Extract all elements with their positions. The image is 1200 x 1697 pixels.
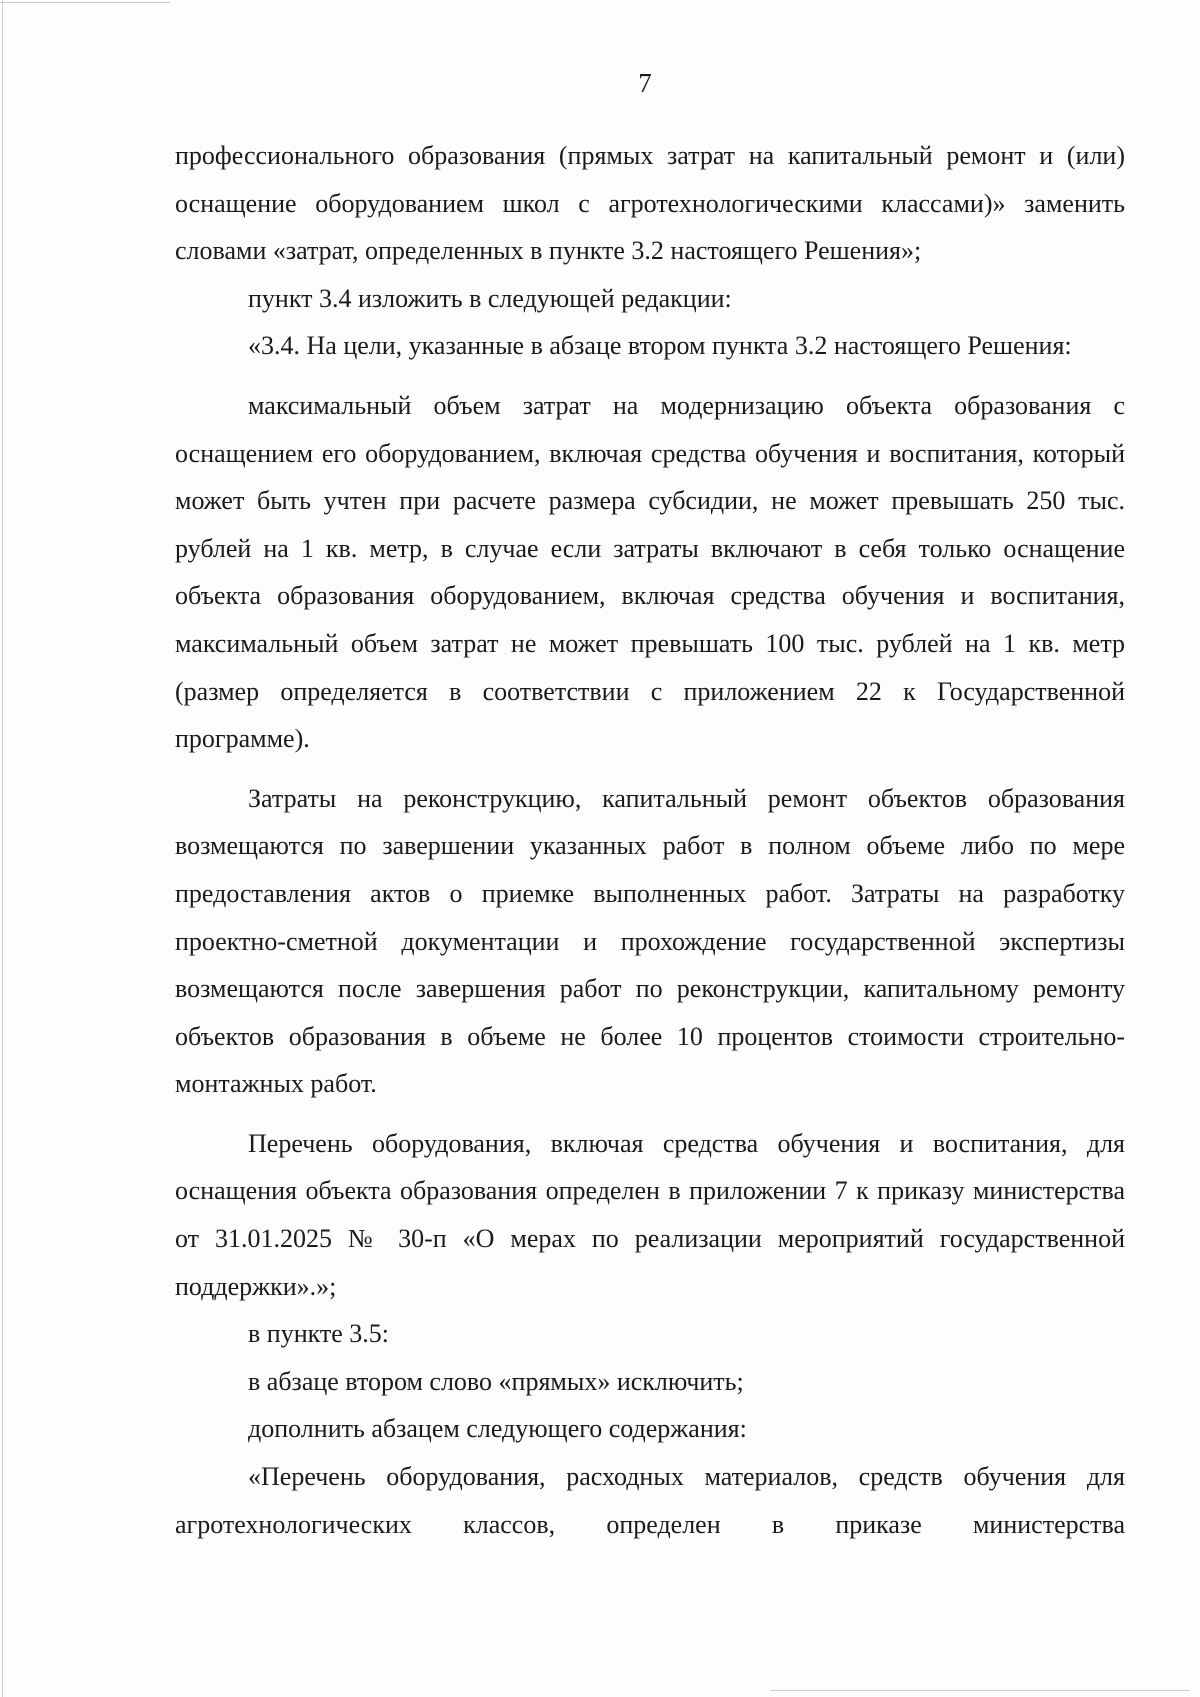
paragraph: «3.4. На цели, указанные в абзаце втором пункта 3.2 настоящего Решения: — [248, 331, 1072, 361]
paragraph: пункт 3.4 изложить в следующей редакции: — [248, 283, 732, 313]
paragraph: максимальный объем затрат на модернизацию объекта образования с оснащением его оборудованием, включая средства обучения и воспитания, который может быть учтен при расчете размера субсидии, не может превышать 250 тыс. рублей на 1 кв. метр, в случае если затраты включают в себя только оснащение объекта образования оборудованием, включая средства обучения и воспитания, максимальный объем затрат не может превышать 100 тыс. рублей на 1 кв. метр (размер определяется в соответствии с приложением 22 к Государственной программе). — [175, 390, 1125, 754]
paragraph: в абзаце втором слово «прямых» исключить; — [248, 1366, 744, 1396]
paragraph: Перечень оборудования, включая средства обучения и воспитания, для оснащения объекта образования определен в приложении 7 к приказу министерства от 31.01.2025 № 30-п «О мерах по реализации мероприятий государственной поддержки».»; — [175, 1128, 1125, 1301]
paragraph: в пункте 3.5: — [248, 1319, 390, 1349]
page-number: 7 — [638, 68, 652, 98]
paragraph-continuation: профессионального образования (прямых затрат на капитальный ремонт и (или) оснащение оборудованием школ с агротехнологическими классами)» заменить словами «затрат, определенных в пункте 3.2 настоящего Решения»; — [175, 141, 1125, 266]
document-body — [175, 132, 1125, 1548]
paragraph: «Перечень оборудования, расходных материалов, средств обучения для агротехнологических классов, определен в приказе министерства — [175, 1462, 1125, 1539]
paragraph: Затраты на реконструкцию, капитальный ремонт объектов образования возмещаются по завершении указанных работ в полном объеме либо по мере предоставления актов о приемке выполненных работ. Затраты на разработку проектно-сметной документации и прохождение государственной экспертизы возмещаются после завершения работ по реконструкции, капитальному ремонту объектов образования в объеме не более 10 процентов стоимости строительно-монтажных работ. — [175, 783, 1125, 1099]
paragraph: дополнить абзацем следующего содержания: — [248, 1414, 747, 1444]
scan-edge-left — [2, 0, 3, 1697]
scan-edge-top — [0, 2, 170, 3]
scan-edge-bottom — [770, 1690, 1190, 1691]
